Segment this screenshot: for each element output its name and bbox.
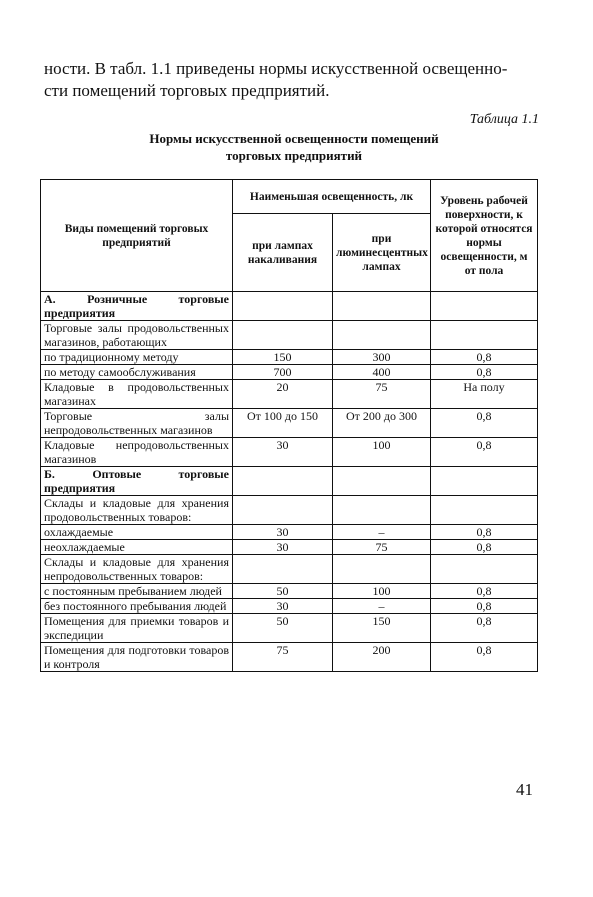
room-type-cell: Торговые залы продовольственных магазинов, работающих [41, 321, 233, 350]
room-type-cell: Кладовые в продовольственных магазинах [41, 380, 233, 409]
fluorescent-value [333, 555, 431, 584]
table-title-line: Нормы искусственной освещенности помещений [149, 131, 439, 146]
surface-level-value: 0,8 [431, 584, 538, 599]
room-type-cell: Б. Оптовые торговые предприятия [41, 467, 233, 496]
table-row [41, 555, 538, 584]
fluorescent-value [333, 321, 431, 350]
fluorescent-value: 200 [333, 643, 431, 672]
table-row [41, 525, 538, 540]
table-row [41, 365, 538, 380]
surface-level-value: 0,8 [431, 643, 538, 672]
incandescent-value [233, 292, 333, 321]
fluorescent-value: 400 [333, 365, 431, 380]
fluorescent-value: – [333, 525, 431, 540]
room-type-cell: с постоянным пребыванием людей [41, 584, 233, 599]
fluorescent-value: – [333, 599, 431, 614]
surface-level-value [431, 496, 538, 525]
surface-level-value [431, 292, 538, 321]
room-type-cell: неохлаждаемые [41, 540, 233, 555]
table-row [41, 614, 538, 643]
illuminance-table [40, 179, 538, 672]
incandescent-value: 30 [233, 525, 333, 540]
page-number: 41 [516, 780, 533, 799]
incandescent-value [233, 467, 333, 496]
surface-level-value: 0,8 [431, 409, 538, 438]
room-type-cell: Склады и кладовые для хранения непродовольственных товаров: [41, 555, 233, 584]
fluorescent-value: От 200 до 300 [333, 409, 431, 438]
header-fluorescent: при люминесцентных лампах [333, 214, 431, 292]
fluorescent-value: 75 [333, 540, 431, 555]
surface-level-value: 0,8 [431, 438, 538, 467]
table-title [44, 130, 544, 164]
table-row [41, 599, 538, 614]
incandescent-value [233, 321, 333, 350]
surface-level-value: На полу [431, 380, 538, 409]
surface-level-value: 0,8 [431, 614, 538, 643]
incandescent-value: 30 [233, 438, 333, 467]
incandescent-value: 150 [233, 350, 333, 365]
surface-level-value: 0,8 [431, 365, 538, 380]
fluorescent-value [333, 292, 431, 321]
surface-level-value [431, 321, 538, 350]
table-row [41, 496, 538, 525]
incandescent-value: 20 [233, 380, 333, 409]
room-type-cell: Торговые залы непродовольственных магазинов [41, 409, 233, 438]
fluorescent-value [333, 496, 431, 525]
table-row [41, 584, 538, 599]
table-row [41, 438, 538, 467]
incandescent-value: От 100 до 150 [233, 409, 333, 438]
header-room-types: Виды помещений торговых предприятий [41, 180, 233, 292]
intro-line: сти помещений торговых предприятий. [44, 81, 330, 100]
fluorescent-value [333, 467, 431, 496]
header-incandescent: при лампах накаливания [233, 214, 333, 292]
surface-level-value: 0,8 [431, 350, 538, 365]
incandescent-value: 700 [233, 365, 333, 380]
table-row [41, 350, 538, 365]
table-row [41, 540, 538, 555]
incandescent-value: 30 [233, 540, 333, 555]
table-row [41, 409, 538, 438]
header-min-illuminance: Наименьшая освещенность, лк [233, 180, 431, 214]
header-surface-level: Уровень рабочей поверхности, к которой относятся нормы освещенности, м от пола [431, 180, 538, 292]
table-caption: Таблица 1.1 [469, 112, 539, 127]
section-row [41, 467, 538, 496]
room-type-cell: А. Розничные торговые предприятия [41, 292, 233, 321]
fluorescent-value: 150 [333, 614, 431, 643]
room-type-cell: без постоянного пребывания людей [41, 599, 233, 614]
incandescent-value: 30 [233, 599, 333, 614]
room-type-cell: Помещения для приемки товаров и экспедиции [41, 614, 233, 643]
section-row [41, 292, 538, 321]
incandescent-value: 75 [233, 643, 333, 672]
room-type-cell: охлаждаемые [41, 525, 233, 540]
intro-paragraph [44, 58, 544, 102]
surface-level-value [431, 467, 538, 496]
room-type-cell: Кладовые непродовольственных магазинов [41, 438, 233, 467]
fluorescent-value: 75 [333, 380, 431, 409]
fluorescent-value: 100 [333, 584, 431, 599]
table-body [41, 292, 538, 672]
incandescent-value [233, 555, 333, 584]
incandescent-value: 50 [233, 584, 333, 599]
fluorescent-value: 300 [333, 350, 431, 365]
incandescent-value [233, 496, 333, 525]
incandescent-value: 50 [233, 614, 333, 643]
room-type-cell: по методу самообслуживания [41, 365, 233, 380]
room-type-cell: по традиционному методу [41, 350, 233, 365]
table-row [41, 321, 538, 350]
surface-level-value: 0,8 [431, 599, 538, 614]
surface-level-value: 0,8 [431, 525, 538, 540]
table-title-line: торговых предприятий [225, 148, 363, 163]
fluorescent-value: 100 [333, 438, 431, 467]
room-type-cell: Склады и кладовые для хранения продовольственных товаров: [41, 496, 233, 525]
surface-level-value [431, 555, 538, 584]
table-row [41, 380, 538, 409]
table-row [41, 643, 538, 672]
room-type-cell: Помещения для подготовки товаров и контроля [41, 643, 233, 672]
intro-line: ности. В табл. 1.1 приведены нормы искусственной освещенно- [44, 59, 508, 78]
surface-level-value: 0,8 [431, 540, 538, 555]
